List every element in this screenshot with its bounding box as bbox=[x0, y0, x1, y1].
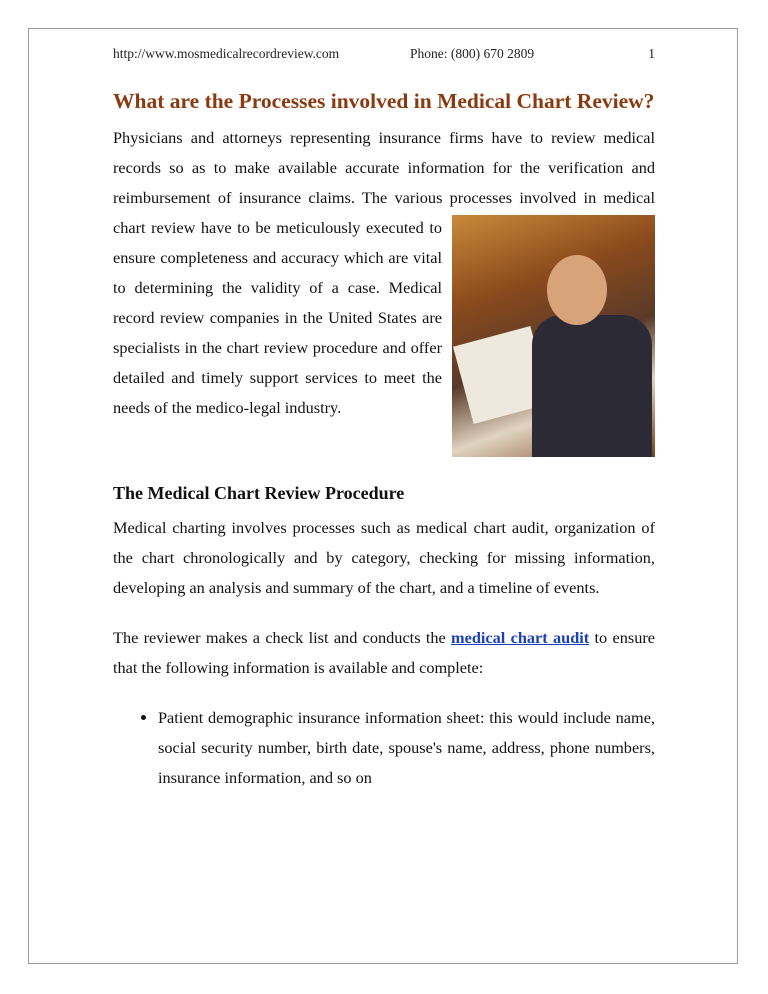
intro-block bbox=[113, 123, 655, 463]
section-heading: The Medical Chart Review Procedure bbox=[113, 483, 405, 503]
checklist-text: The reviewer makes a check list and conducts the bbox=[113, 628, 452, 647]
list-item: • Patient demographic insurance information sheet: this would include name, social security number, birth date, spouse's name, address, phone numbers, insurance information, and so on bbox=[158, 703, 655, 793]
page-title: What are the Processes involved in Medical Chart Review? bbox=[113, 89, 655, 113]
charting-paragraph: Medical charting involves processes such as medical chart audit, organization of the chart chronologically and by category, checking for missing information, developing an analysis and summary of the chart, and a timeline of events. bbox=[113, 518, 655, 597]
photo-person-head bbox=[547, 255, 607, 325]
document-body bbox=[113, 88, 655, 793]
header-url: http://www.mosmedicalrecordreview.com bbox=[113, 46, 340, 61]
medical-chart-audit-link[interactable]: medical chart audit bbox=[451, 628, 590, 647]
checklist-paragraph bbox=[113, 623, 655, 683]
checklist-text-end: to ensure that the following information is available and complete: bbox=[113, 628, 655, 677]
intro-paragraph: Physicians and attorneys representing insurance firms have to review medical records so as to make available accurate information for the verification and reimbursement of insurance claims. The various processes involved in medical chart review have to be meticulously executed to ensure completeness and accuracy which are vital to determining the validity of a case. Medical record review companies in the United States are specialists in the chart review procedure and offer detailed and timely support services to meet the needs of the medico-legal industry. bbox=[113, 128, 655, 417]
page-number: 1 bbox=[648, 46, 655, 61]
header-phone: Phone: (800) 670 2809 bbox=[410, 46, 535, 61]
info-list bbox=[113, 703, 655, 793]
photo-person-body bbox=[532, 315, 652, 457]
office-photo bbox=[452, 215, 655, 457]
